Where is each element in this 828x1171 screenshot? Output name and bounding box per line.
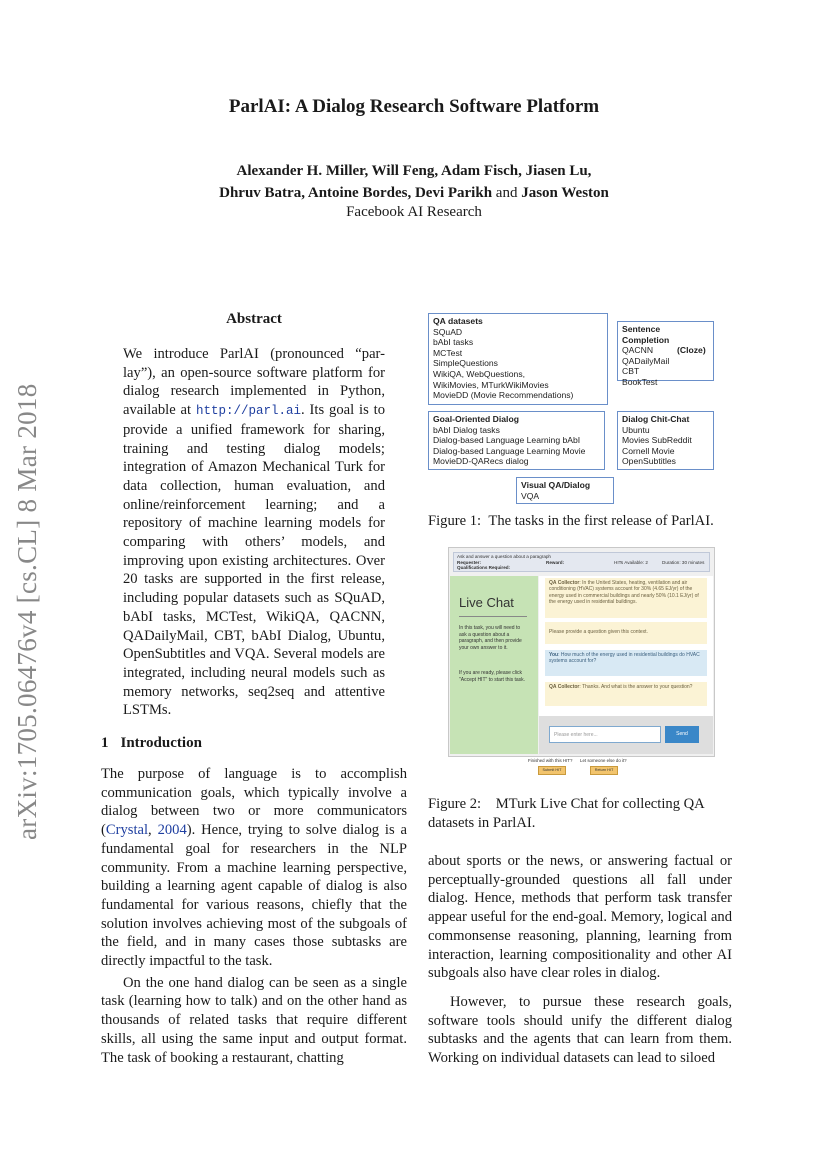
arxiv-identifier: arXiv:1705.06476v4 [cs.CL] 8 Mar 2018 (12, 383, 42, 840)
sentence-completion-heading: Sentence Completion (622, 324, 670, 345)
chitchat-item: OpenSubtitles (622, 456, 676, 467)
chitchat-item: Movies SubReddit (622, 435, 692, 446)
chat-message: Please provide a question given this context. (545, 622, 707, 644)
chat-message: You: How much of the energy used in residential buildings do HVAC systems account for? (545, 650, 707, 676)
qa-datasets-box (428, 313, 608, 405)
return-hit-button[interactable]: Return HIT (590, 766, 618, 775)
qa-item: SimpleQuestions (433, 358, 498, 369)
intro-body: The purpose of language is to accomplish communication goals, which typically involve a dialog between two or more communicators (Crystal, 2004). Hence, trying to solve dialog is a fundamental goal for researchers in the NLP community. From a machine learning perspective, building a learning agent capable of dialog is also fundamental for various reasons, chiefly that the solution involves achieving most of the subgoals of the field, and in many cases those subtasks are directly impactful to the task. On the one hand dialog can be seen as a single task (learning how to talk) and on the other hand as thousands of related tasks that require different skills, all using the same input and output format. The task of booking a restaurant, chatting (101, 766, 408, 1066)
mturk-live-chat-figure (448, 547, 715, 757)
goal-item: Dialog-based Language Learning bAbI (433, 435, 581, 446)
qa-item: bAbI tasks (433, 337, 474, 348)
visual-qa-heading: Visual QA/Dialog (521, 480, 591, 490)
live-chat-title: Live Chat (459, 595, 514, 610)
return-prompt: Let someone else do it? (580, 758, 627, 763)
qa-item: WikiQA, WebQuestions, (433, 368, 526, 379)
section-title: Introduction (120, 735, 202, 751)
citation-author-link[interactable]: Crystal (105, 822, 149, 839)
authors-line-2a: Dhruv Batra, Antoine Bordes, Devi Parikh (219, 185, 493, 201)
divider (459, 616, 527, 617)
right-paragraph-1: about sports or the news, or answering factual or perceptually-grounded questions all fall under dialog. Hence, methods that perform task transfer appear useful for the end-goal. Memory, logical and commonsense reasoning, planning, learning from interaction, learning compositionality and other AI subgoals also have clear roles in dialog. (428, 853, 732, 982)
sentence-item: QADailyMail (622, 355, 670, 366)
chitchat-item: Ubuntu (622, 424, 650, 435)
abstract-text-1: We introduce ParlAI (pronounced “par-lay”), an open-source software platform for dialog research implemented in Python, available at (123, 346, 385, 419)
send-button[interactable]: Send (665, 726, 699, 743)
parlai-url-link[interactable]: http://parl.ai (195, 404, 302, 419)
hit-reward: Reward: (546, 560, 565, 565)
qa-item: WikiMovies, MTurkWikiMovies (433, 379, 549, 390)
chat-message: QA Collector: Thanks. And what is the answer to your question? (545, 682, 707, 706)
author-list (0, 160, 828, 204)
chat-message: QA Collector: In the United States, heating, ventilation and air conditioning (HVAC) systems account for 30% (4.65 EJ/yr) of the energy used in commercial buildings and nearly 50% (10.1 EJ/yr) of the energy used in residential buildings. (545, 578, 707, 618)
sentence-item: CBT (622, 366, 640, 377)
cloze-label: (Cloze) (677, 345, 706, 356)
sentence-item: QACNN (622, 345, 654, 356)
goal-item: bAbI Dialog tasks (433, 424, 500, 435)
goal-item: MovieDD-QARecs dialog (433, 456, 529, 467)
abstract-body (123, 345, 385, 720)
intro-paragraph-1b: ). Hence, trying to solve dialog is a fundamental goal for researchers in the NLP community. From a machine learning perspective, building a learning agent capable of dialog is also fundamental for various reasons, chiefly that the solution involves achieving most of the subgoals of the field, and in many cases those subtasks are directly impactful to the task. (101, 822, 408, 970)
abstract-heading: Abstract (226, 311, 282, 327)
submit-hit-button[interactable]: Submit HIT (538, 766, 566, 775)
chit-chat-box (617, 411, 714, 470)
section-heading (101, 735, 202, 752)
section-number: 1 (101, 735, 109, 751)
qa-item: SQuAD (433, 326, 463, 337)
live-chat-panel (450, 576, 538, 754)
right-column-body (428, 852, 732, 1068)
authors-line-1: Alexander H. Miller, Will Feng, Adam Fisch, Jiasen Lu, (236, 163, 592, 179)
qa-item: MovieDD (Movie Recommendations) (433, 390, 574, 401)
sentence-item: BookTest (622, 376, 658, 387)
citation-year-link[interactable]: 2004 (157, 822, 187, 839)
hit-requester: Requester: (457, 560, 481, 565)
right-paragraph-2: However, to pursue these research goals, software tools should unify the different dialog subtasks and the agents that can learn from them. Working on individual datasets can lead to siloed (428, 993, 732, 1067)
intro-paragraph-1a: The purpose of language is to accomplish communication goals, which typically involve a dialog between two or more communicators ( (101, 766, 407, 839)
hit-qualifications: Qualifications Required: (457, 565, 511, 570)
authors-and: and (495, 185, 518, 201)
affiliation: Facebook AI Research (346, 204, 482, 220)
hit-duration: Duration: 30 minutes (662, 560, 705, 565)
chat-input-field[interactable]: Please enter here... (549, 726, 661, 743)
paper-title: ParlAI: A Dialog Research Software Platform (228, 96, 600, 117)
visual-item: VQA (521, 490, 540, 501)
chat-message-pane (539, 576, 713, 716)
goal-item: Dialog-based Language Learning Movie (433, 445, 586, 456)
goal-oriented-heading: Goal-Oriented Dialog (433, 414, 519, 424)
chit-chat-heading: Dialog Chit-Chat (622, 414, 690, 424)
chat-input-area (539, 716, 713, 754)
chitchat-item: Cornell Movie (622, 445, 675, 456)
hit-title: Ask and answer a question about a paragraph (457, 554, 551, 559)
task-instructions: In this task, you will need to ask a question about a paragraph, and then provide your own answer to it. (459, 625, 522, 651)
sentence-completion-box (617, 321, 714, 387)
visual-qa-box (516, 477, 614, 504)
qa-item: MCTest (433, 347, 463, 358)
figure-1-caption: Figure 1: The tasks in the first release of ParlAI. (428, 513, 714, 529)
goal-oriented-box (428, 411, 605, 470)
task-accept-hint: If you are ready, please click "Accept HIT" to start this task. (459, 670, 526, 683)
hit-header (453, 552, 710, 572)
authors-line-2b: Jason Weston (521, 185, 609, 201)
figure-2-caption: Figure 2: MTurk Live Chat for collecting QA datasets in ParlAI. (428, 796, 704, 831)
intro-paragraph-2: On the one hand dialog can be seen as a single task (learning how to talk) and on the other hand as thousands of related tasks that require different skills, all using the same input and output format. The task of booking a restaurant, chatting (101, 974, 407, 1066)
qa-datasets-heading: QA datasets (433, 316, 483, 326)
finished-prompt: Finished with this HIT? (528, 758, 573, 763)
abstract-text-2: . Its goal is to provide a unified framework for sharing, training and testing dialog models; integration of Amazon Mechanical Turk for data collection, human evaluation, and online/reinforcement learning; and a repository of machine learning models for comparing with others’ models, and improving upon existing architectures. Over 20 tasks are supported in the first release, including popular datasets such as SQuAD, bAbI tasks, MCTest, WikiQA, QACNN, QADailyMail, CBT, bAbI Dialog, Ubuntu, OpenSubtitles and VQA. Several models are integrated, including neural models such as memory networks, seq2seq and attentive LSTMs. (123, 402, 385, 719)
hit-available: HITs Available: 2 (614, 560, 648, 565)
